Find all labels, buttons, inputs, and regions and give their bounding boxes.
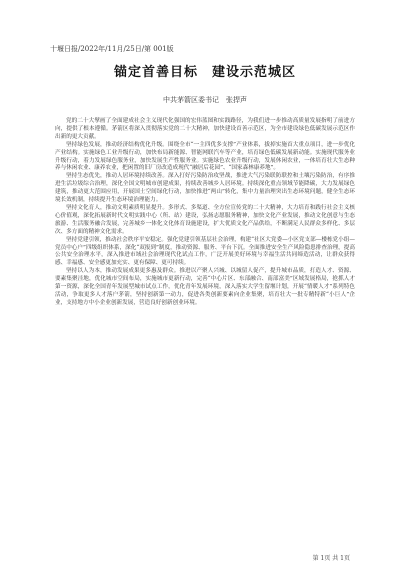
article-byline: 中共茅箭区委书记 张捍声 xyxy=(163,96,247,104)
article-paragraph: 党的二十大擘画了全面建成社会主义现代化强国的宏伟蓝图和实践路径，为我们进一步推动高质量发展指明了前进方向，提供了根本遵循。茅箭区将深入贯彻落实党的二十大精神，加快建设首善示范区，为全市建设绿色低碳发展示范区作出新的更大贡献。 xyxy=(55,118,355,140)
source-line: 十堰日报/2022年/11月/25日/第 001版 xyxy=(50,45,174,53)
article-paragraph: 坚持党建引领，推动社会秩序平安稳定。强化党建引领基层社会治理，构建“社区大党委—小区党支部—楼栋党小组—党员中心户”四级组织体系，深化“双报到”制度，推动资源、服务、平台下沉。全面推进安全生产风险隐患排查治理，提高公共安全治理水平，深入推进市域社会治理现代化试点工作，广泛开展美好环境与幸福生活共同缔造活动，让群众获得感、幸福感、安全感更加充实、更有保障、更可持续。 xyxy=(55,236,355,267)
page-indicator: 第 1页 共 1页 xyxy=(312,555,350,562)
article-body xyxy=(55,118,355,308)
article-paragraph: 坚持以人为本，推动发展成果更多惠及群众。推进以产聚人兴城、以城留人促产，提升城市品质，打造人才、资源、要素集聚洼地，优化城市空间布局，实施城市更新行动，完善“中心片区、东部融合、南部富美”区域发展格局，抢抓人才第一资源，深化全国青年发展型城市试点工作，优化青年发展环境，深入落实大学生留堰计划，开展“情暖人才”系列特色活动，争取更多人才落户茅箭，坚持创新第一动力，促进各类创新要素向企业集聚，培育壮大一批专精特新“小巨人”企业，支持地方中小企业创新发展，营造良好创新创业环境。 xyxy=(55,268,355,306)
article-paragraph: 坚持绿色发展，推动经济结构优化升级。围绕全市“一主四优多支撑”产业体系，拔掉实施首大重点项目，进一步优化产业结构。实施绿色工业升级行动，加快布局新能源、智能网联汽车等产业，培育绿色低碳发展新动能。实施现代服务业升级行动，着力发展绿色服务业，加快发展生产性服务业。实施绿色农业升级行动，发展休闲农业，一体培育壮大生态种养与休闲农业、康养农业，把闲置的旧厂房改造成现代“融居后花园”、“国家森林康养地”。 xyxy=(55,141,355,172)
article-paragraph: 坚持文化育人，推动文明素质明显提升。多形式、多渠道、全方位宣传党的二十大精神，大力培育和践行社会主义核心价值观，深化拓展新时代文明实践中心（所、站）建设，弘扬志愿服务精神，加快文化产业发展，推动文化创意与生态旅游、生活服务融合发展，完善城乡一体化文化体育设施建设，扩大优质文化产品供给，不断满足人民群众多样化、多层次、多方面的精神文化需求。 xyxy=(55,204,355,235)
article-title: 锚定首善目标 建设示范城区 xyxy=(113,65,296,80)
article-paragraph: 坚持生态优先，推动人居环境持续改善。深入打好污染防治攻坚战，推进大气污染联防联控和土壤污染防治，有序推进生活垃圾综合治理，深化全国文明城市创建成果，持续改善城乡人居环境。持续深化重点领域节能降碳，大力发展绿色建筑，推动更大范围应用，开展国土空间绿化行动，加快推进“两山”转化，集中力量治理突出生态环境问题，健全生态环境长效机制，持续提升生态环境治理能力。 xyxy=(55,173,355,204)
